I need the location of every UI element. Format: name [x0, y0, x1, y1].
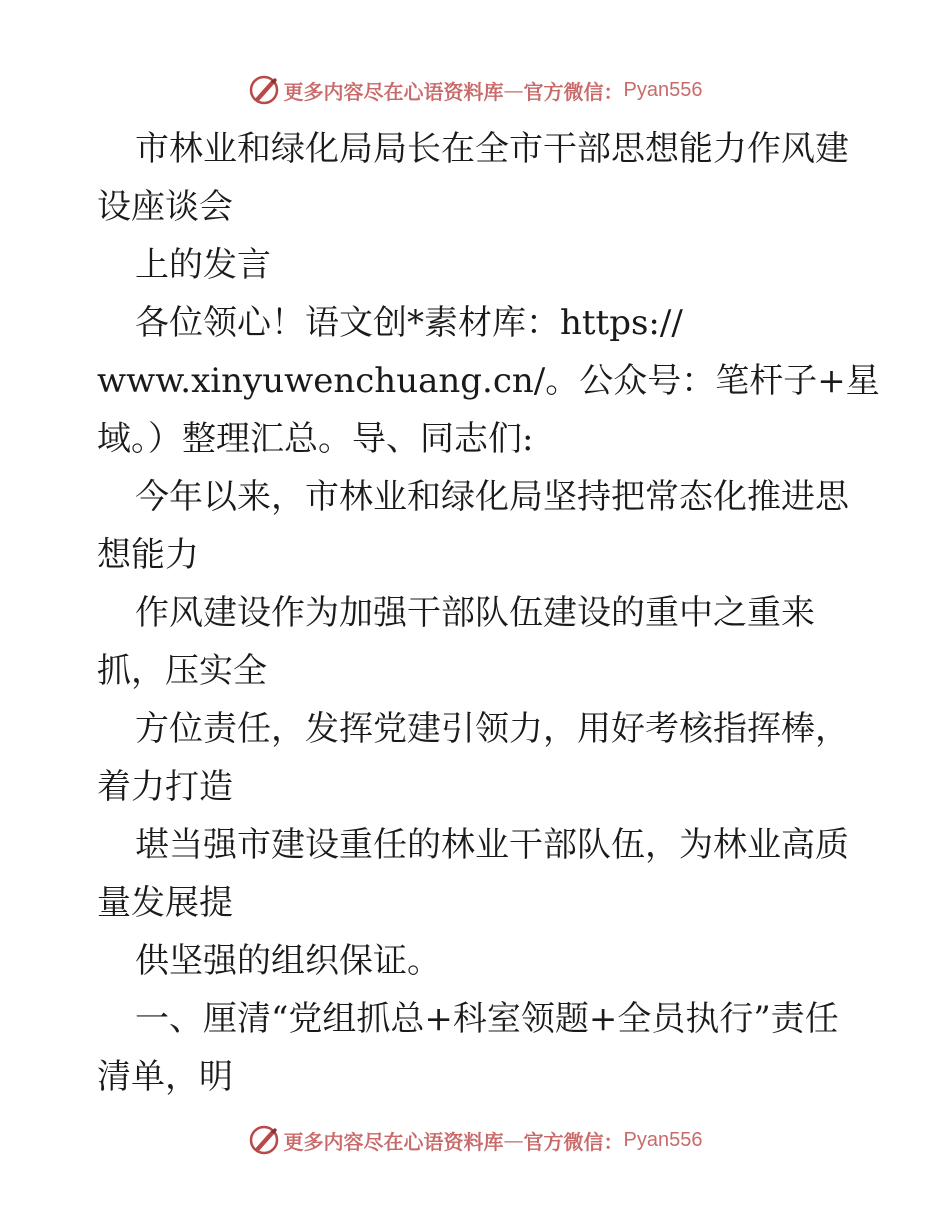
header-watermark-banner [0, 70, 950, 110]
text-line: 着力打造 [97, 767, 233, 807]
banner-wechat-id: Pyan556 [623, 78, 703, 101]
text-line: www.xinyuwenchuang.cn/。公众号：笔杆子+星 [97, 361, 880, 401]
text-line: 作风建设作为加强干部队伍建设的重中之重来 [135, 593, 815, 633]
text-line: 市林业和绿化局局长在全市干部思想能力作风建 [135, 129, 849, 169]
banner-slogan: 更多内容尽在心语资料库 [283, 79, 504, 104]
banner-wechat-id: Pyan556 [623, 1128, 703, 1151]
text-line: 堪当强市建设重任的林业干部队伍，为林业高质 [135, 825, 849, 865]
banner-separator: — [503, 1128, 524, 1152]
banner-wechat-label: 官方微信： [523, 1129, 624, 1154]
pen-logo-icon [248, 74, 280, 106]
text-line: 量发展提 [97, 883, 233, 923]
text-line: 方位责任，发挥党建引领力，用好考核指挥棒， [135, 709, 849, 749]
pen-logo-icon [248, 1124, 280, 1156]
banner-separator: — [503, 78, 524, 102]
document-body [97, 120, 887, 1106]
text-line: 各位领心！语文创*素材库：https:// [135, 303, 683, 343]
text-line: 设座谈会 [97, 187, 233, 227]
text-line: 抓，压实全 [97, 651, 267, 691]
text-line: 想能力 [97, 535, 199, 575]
text-line: 上的发言 [135, 245, 271, 285]
text-line: 今年以来，市林业和绿化局坚持把常态化推进思 [135, 477, 849, 517]
text-line: 一、厘清“党组抓总+科室领题+全员执行”责任 [135, 999, 839, 1039]
banner-wechat-label: 官方微信： [523, 79, 624, 104]
banner-slogan: 更多内容尽在心语资料库 [283, 1129, 504, 1154]
text-line: 清单，明 [97, 1057, 233, 1097]
text-line: 域。）整理汇总。导、同志们: [97, 419, 534, 459]
footer-watermark-banner [0, 1120, 950, 1160]
text-line: 供坚强的组织保证。 [135, 941, 441, 981]
